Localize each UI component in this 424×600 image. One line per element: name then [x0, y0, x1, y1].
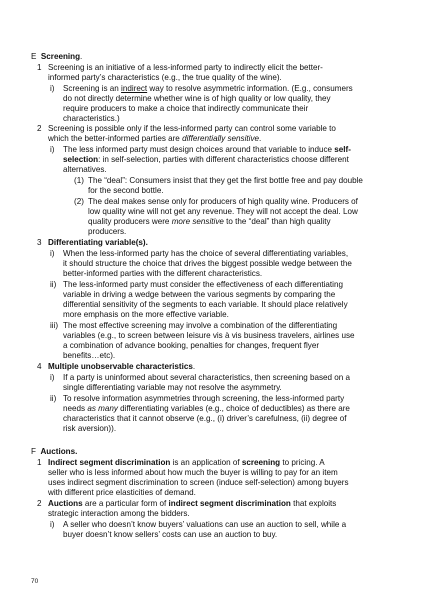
- text-line: a combination of advance booking, penalties for changes, frequent flyer: [63, 341, 320, 350]
- emphasis-more-sensitive: more sensitive: [171, 217, 224, 226]
- text-line: The deal makes sense only for producers of high quality wine. Producers of: [88, 197, 358, 206]
- text-line: single differentiating variable may not resolve the asymmetry.: [63, 383, 282, 392]
- text-line: When the less-informed party has the choice of several differentiating variables,: [63, 249, 349, 258]
- text-line: To resolve information asymmetries through screening, the less-informed party: [63, 394, 345, 403]
- list-number: 1: [37, 63, 42, 72]
- text-line: benefits…etc).: [63, 351, 116, 360]
- list-number: 2: [37, 124, 42, 133]
- text-line: it should structure the choice that drives the biggest possible wedge between the: [63, 259, 352, 268]
- text-line: better-informed parties with the different characteristics.: [63, 269, 263, 278]
- text-line: characteristics.): [63, 114, 120, 123]
- text-line: low quality wine will not get any revenue. They will not accept the deal. Low: [88, 207, 358, 216]
- list-number: 3: [37, 238, 42, 247]
- text-line: more emphasis on the more effective variable.: [63, 310, 229, 319]
- list-marker: i): [50, 373, 55, 382]
- section-letter: F: [31, 447, 36, 456]
- emphasis-differentially-sensitive: differentially sensitive: [182, 134, 259, 143]
- text-line: do not directly determine whether wine is of high quality or low quality, they: [63, 94, 331, 103]
- text-line: If a party is uninformed about several characteristics, then screening based on a: [63, 373, 351, 382]
- text-line: The “deal”: Consumers insist that they get the first bottle free and pay double: [88, 176, 363, 185]
- text-line: uses indirect segment discrimination to screen (induce self-selection) among buyers: [48, 478, 349, 487]
- list-marker: (2): [74, 197, 84, 206]
- text-line: selection: in self-selection, parties with different characteristics choose different: [63, 155, 349, 164]
- text-line: risk aversion)).: [63, 424, 117, 433]
- text-line: with different price elasticities of demand.: [48, 488, 196, 497]
- list-marker: ii): [50, 394, 57, 403]
- emphasis-indirect: indirect: [121, 84, 148, 93]
- text-line: strategic interaction among the bidders.: [48, 509, 190, 518]
- text-line: quality producers were more sensitive to the “deal” than high quality: [88, 217, 331, 226]
- text-line: require producers to make a choice that indirectly communicate their: [63, 104, 309, 113]
- list-marker: i): [50, 249, 55, 258]
- list-marker: i): [50, 84, 55, 93]
- emphasis-as-many: as many: [87, 404, 118, 413]
- text-line: variables (e.g., to screen between leisure vis à vis business travelers, airlines use: [63, 331, 355, 340]
- page-number: 70: [31, 578, 39, 585]
- text-line: The most effective screening may involve a combination of the differentiating: [63, 321, 338, 330]
- section-letter: E: [31, 52, 37, 61]
- list-number: 1: [37, 458, 42, 467]
- list-marker: i): [50, 520, 55, 529]
- section-e-heading: E Screening.: [31, 52, 83, 61]
- text-line: Screening is an initiative of a less-informed party to indirectly elicit the better-: [48, 63, 323, 72]
- section-f-heading: [31, 447, 77, 457]
- text-line: variable in driving a wedge between the various segments by comparing the: [63, 290, 336, 299]
- text-line: Screening is an indirect way to resolve asymmetric information. (E.g., consumers: [63, 84, 353, 93]
- text-line: which the better-informed parties are differentially sensitive.: [48, 134, 262, 143]
- subheading: Multiple unobservable characteristics.: [48, 362, 196, 371]
- list-number: 4: [37, 362, 42, 371]
- text-line: The less-informed party must consider the effectiveness of each differentiating: [63, 280, 343, 289]
- text-line: informed party’s characteristics (e.g., the true quality of the wine).: [48, 73, 282, 82]
- text-line: alternatives.: [63, 165, 107, 174]
- text-line: differential sensitivity of the segments to each variable. It should place relatively: [63, 300, 348, 309]
- section-title: Auctions.: [40, 447, 78, 456]
- text-line: Indirect segment discrimination is an application of screening to pricing. A: [48, 458, 325, 467]
- text-line: for the second bottle.: [88, 186, 164, 195]
- text-line: characteristics that it cannot observe (e.g., (i) driver’s carefulness, (ii) degree of: [63, 414, 347, 423]
- text-line: The less informed party must design choices around that variable to induce self-: [63, 145, 351, 154]
- list-marker: i): [50, 145, 55, 154]
- text-line: Screening is possible only if the less-informed party can control some variable to: [48, 124, 336, 133]
- text-line: Auctions are a particular form of indirect segment discrimination that exploits: [48, 499, 337, 508]
- text-line: buyer doesn’t know sellers’ costs can use an auction to buy.: [63, 530, 278, 539]
- section-title: Screening: [40, 52, 81, 61]
- list-marker: ii): [50, 280, 57, 289]
- list-number: 2: [37, 499, 42, 508]
- subheading: Differentiating variable(s).: [48, 238, 148, 247]
- text-line: seller who is less informed about how much the buyer is willing to pay for an item: [48, 468, 338, 477]
- text-line: A seller who doesn’t know buyers’ valuations can use an auction to sell, while a: [63, 520, 347, 529]
- list-marker: (1): [74, 176, 84, 185]
- text-line: producers.: [88, 227, 127, 236]
- list-marker: iii): [50, 321, 59, 330]
- text-line: needs as many differentiating variables (e.g., choice of deductibles) as there are: [63, 404, 350, 413]
